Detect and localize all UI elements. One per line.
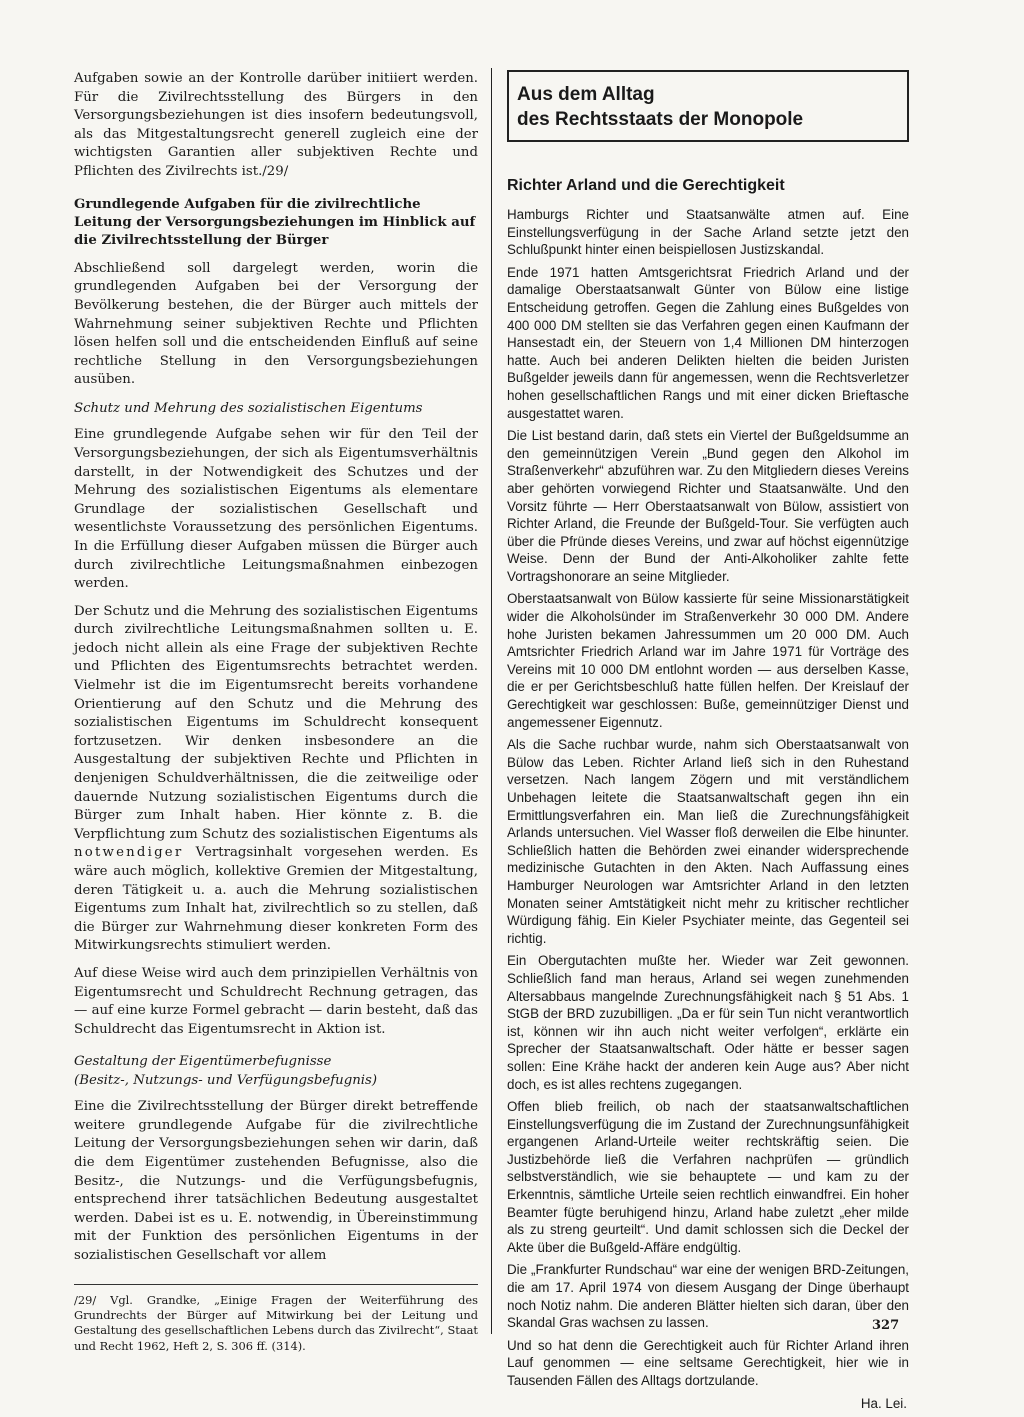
footnote: /29/ Vgl. Grandke, „Einige Fragen der Weiterführung des Grundrechts der Bürger auf Mitwirkung bei der Leitung und Gestaltung des gesellschaftlichen Lebens durch das Zivilrecht“, Staat und Recht 1962, Heft 2, S. 306 ff. (314). bbox=[74, 1292, 478, 1353]
paragraph: Eine grundlegende Aufgabe sehen wir für den Teil der Versorgungsbeziehungen, der sich als Eigentumsverhältnis darstellt, in der Notwendigkeit des Schutzes und der Mehrung des sozialistischen Eigentums als elementare Grundlage der sozialistischen Gesellschaft und wesentlichste Voraussetzung des persönlichen Eigentums. In die Erfüllung dieser Aufgaben müssen die Bürger auch durch zivilrechtliche Leitungsmaßnahmen einbezogen werden. bbox=[74, 427, 478, 592]
right-column bbox=[507, 70, 909, 1417]
paragraph: Abschließend soll dargelegt werden, worin die grundlegenden Aufgaben bei der Versorgung der Bevölkerung bestehen, die der Bürger auch mittels der Wahrnehmung seiner subjektiven Rechte und Pflichten lösen helfen soll und die entscheidenden Einfluß auf seine rechtliche Stellung in den Versorgungsbeziehungen ausüben. bbox=[74, 260, 478, 388]
paragraph: Die „Frankfurter Rundschau“ war eine der wenigen BRD-Zeitungen, die am 17. April 1974 von diesem Ausgang der Dinge überhaupt noch Notiz nahm. Die anderen Blätter hielten sich daran, über den Skandal Gras wachsen zu lassen. bbox=[507, 1262, 909, 1331]
text-run: Vertragsinhalt vorgesehen werden. Es wäre auch möglich, kollektive Gremien der Mitgestaltung, deren Tätigkeit u. a. auch die Mehrung sozialistischen Eigentums zum Inhalt hat, zivilrechtlich so zu stellen, daß die Bürger zur Wahrnehmung dieser konkreten Form des Mitwirkungsrechts stimuliert werden. bbox=[74, 845, 479, 954]
subsection-heading: Schutz und Mehrung des sozialistischen Eigentums bbox=[74, 400, 423, 416]
page-number: 327 bbox=[872, 1318, 900, 1333]
paragraph: Oberstaatsanwalt von Bülow kassierte für seine Missionarstätigkeit wider die Alkoholsünder im Straßenverkehr 30 000 DM. Andere hohe Juristen bekamen Jahressummen um 20 000 DM. Auch Amtsrichter Friedrich Arland war im Jahre 1971 für Vorträge des Vereins mit 10 000 DM entlohnt worden — aus derselben Kasse, die er per Gerichtsbeschluß hatte füllen helfen. Der Kreislauf der Gerechtigkeit war geschlossen: Buße, gemeinnütziger Dienst und angemessener Eigennutz. bbox=[507, 591, 909, 730]
column-banner bbox=[507, 70, 909, 142]
paragraph: Ende 1971 hatten Amtsgerichtsrat Friedrich Arland und der damalige Oberstaatsanwalt Günter von Bülow eine listige Entscheidung getroffen. Gegen die Zahlung eines Bußgeldes von 400 000 DM stellten sie das Verfahren gegen einen Kaufmann der Hansestadt ein, der Steuern von 1,4 Millionen DM hinterzogen hatte. Auch bei anderen Delikten hielten die beiden Juristen Bußgelder jeweils dann für angemessen, wenn die Rechtsverletzer hohen gesellschaftlichen Rangs und mit einer dicken Brieftasche ausgestattet waren. bbox=[507, 264, 909, 421]
paragraph: Die List bestand darin, daß stets ein Viertel der Bußgeldsumme an den gemeinnützigen Verein „Bund gegen den Alkohol im Straßenverkehr“ abzuführen war. Zu den Mitgliedern dieses Vereins aber gehörten vorwiegend Richter und Staatsanwälte. Und den Vorsitz führte — Herr Oberstaatsanwalt von Bülow, assistiert von Richter Arland, die Freunde der Bußgeld-Tour. Sie verfügten auch über die Pfründe dieses Vereins, und zwar auf höchst eigennützige Weise. Denn der Bund der Anti-Alkoholiker zahlte fette Vortragshonorare an seine Mitglieder. bbox=[507, 428, 909, 584]
banner-line: des Rechtsstaats der Monopole bbox=[517, 109, 804, 130]
paragraph: Ein Obergutachten mußte her. Wieder war Zeit gewonnen. Schließlich fand man heraus, Arland sei wegen zunehmenden Altersabbaus mangelnde Zurechnungsfähigkeit nach § 51 Abs. 1 StGB der BRD zuzubilligen. „Da er für sein Tun nicht verantwortlich ist, können wir ihn auch nicht weiter verfolgen“, erklärte ein Sprecher der Staatsanwaltschaft. Oder hätte er besser sagen sollen: Eine Krähe hackt der anderen kein Auge aus? Aber nicht doch, es ist alles rechtens zugegangen. bbox=[507, 953, 909, 1092]
text-run: Der Schutz und die Mehrung des sozialistischen Eigentums durch zivilrechtliche Leitungsmaßnahmen sollten u. E. jedoch nicht allein als eine Frage der subjektiven Rechte und Pflichten des Eigentumsrechts betrachtet werden. Vielmehr ist die im Eigentumsrecht bereits vorhandene Orientierung auf den Schutz und die Mehrung des sozialistischen Eigentums im Schuldrecht konsequent fortzusetzen. Wir denken insbesondere an die Ausgestaltung der subjektiven Rechte und Pflichten in denjenigen Schuldverhältnissen, die die zeitweilige oder dauernde Nutzung sozialistischen Eigentums durch die Bürger zum Inhalt haben. Hier könnte z. B. die Verpflichtung zum Schutz des sozialistischen Eigentums als bbox=[74, 603, 478, 842]
subsection-heading bbox=[74, 1053, 478, 1090]
subheading-line: Gestaltung der Eigentümerbefugnisse bbox=[74, 1054, 332, 1070]
left-column bbox=[74, 70, 478, 1363]
paragraph: Auf diese Weise wird auch dem prinzipiellen Verhältnis von Eigentumsrecht und Schuldrecht Rechnung getragen, das — auf eine kurze Formel gebracht — darin besteht, daß das Schuldrecht das Eigentumsrecht in Aktion ist. bbox=[74, 965, 478, 1037]
subheading-line: (Besitz-, Nutzungs- und Verfügungsbefugnis) bbox=[74, 1072, 378, 1088]
paragraph: Als die Sache ruchbar wurde, nahm sich Oberstaatsanwalt von Bülow das Leben. Richter Arland ließ sich in den Ruhestand versetzen. Nach langem Zögern und mit verständlichem Unbehagen leitete die Staatsanwaltschaft gegen ihn ein Ermittlungsverfahren ein. Man ließ die Zurechnungsfähigkeit Arlands untersuchen. Viel Wasser floß derweilen die Elbe hinunter. Schließlich hatten die Behörden zwei einander widersprechende medizinische Gutachten in den Akten. Nach Auffassung eines Hamburger Neurologen war Amtsrichter Arland in den letzten Monaten seiner Amtstätigkeit nicht mehr zu kritischer rechtlicher Würdigung fähig. Ein Kieler Psychiater meinte, das Gegenteil sei richtig. bbox=[507, 737, 909, 946]
paragraph bbox=[74, 603, 478, 956]
banner-line: Aus dem Alltag bbox=[517, 84, 655, 105]
paragraph: Eine die Zivilrechtsstellung der Bürger direkt betreffende weitere grundlegende Aufgabe für die zivilrechtliche Leitung der Versorgungsbeziehungen sehen wir darin, daß die dem Eigentümer zustehenden Befugnisse, also die Besitz-, die Nutzungs- und die Verfügungsbefugnis, entsprechend ihrer tatsächlichen Bedeutung ausgestaltet werden. Dabei ist es u. E. notwendig, in Übereinstimmung mit der Funktion des persönlichen Eigentums in der sozialistischen Gesellschaft vor allem bbox=[74, 1099, 478, 1263]
article-title: Richter Arland und die Gerechtigkeit bbox=[507, 177, 785, 194]
paragraph: Offen blieb freilich, ob nach der staatsanwaltschaftlichen Einstellungsverfügung die im Zustand der Zurechnungsunfähigkeit ergangenen Arland-Urteile weiter rechtskräftig seien. Die Justizbehörde ließ die Verfahren nachprüfen — gründlich selbstverständlich, wie sie behauptete — und kam zu der Erkenntnis, sämtliche Urteile seien rechtlich einwandfrei. Ein hoher Beamter fügte beruhigend hinzu, Arland habe zuletzt „eher milde als zu streng geurteilt“. Und damit schlossen sich die Deckel der Akte über die Bußgeld-Affäre endgültig. bbox=[507, 1099, 909, 1255]
footnote-divider bbox=[74, 1284, 478, 1285]
author-signature: Ha. Lei. bbox=[860, 1395, 907, 1411]
emphasized-word: notwendiger bbox=[74, 845, 184, 861]
column-divider bbox=[491, 68, 492, 1334]
paragraph: Hamburgs Richter und Staatsanwälte atmen auf. Eine Einstellungsverfügung in der Sache Arland setzte jetzt den Schlußpunkt hinter einen beispiellosen Justizskandal. bbox=[507, 207, 909, 258]
paragraph: Aufgaben sowie an der Kontrolle darüber initiiert werden. Für die Zivilrechtsstellung des Bürgers in den Versorgungsbeziehungen ist dies insofern bedeutungsvoll, als das Mitgestaltungsrecht generell zugleich eine der wichtigsten Garantien aller subjektiven Rechte und Pflichten des Zivilrechts ist./29/ bbox=[74, 71, 478, 179]
section-heading: Grundlegende Aufgaben für die zivilrechtliche Leitung der Versorgungsbeziehungen im Hinblick auf die Zivilrechtsstellung der Bürger bbox=[74, 196, 476, 249]
paragraph: Und so hat denn die Gerechtigkeit auch für Richter Arland ihren Lauf genommen — eine seltsame Gerechtigkeit, hier wie in Tausenden Fällen des Alltags dortzulande. bbox=[507, 1337, 909, 1388]
